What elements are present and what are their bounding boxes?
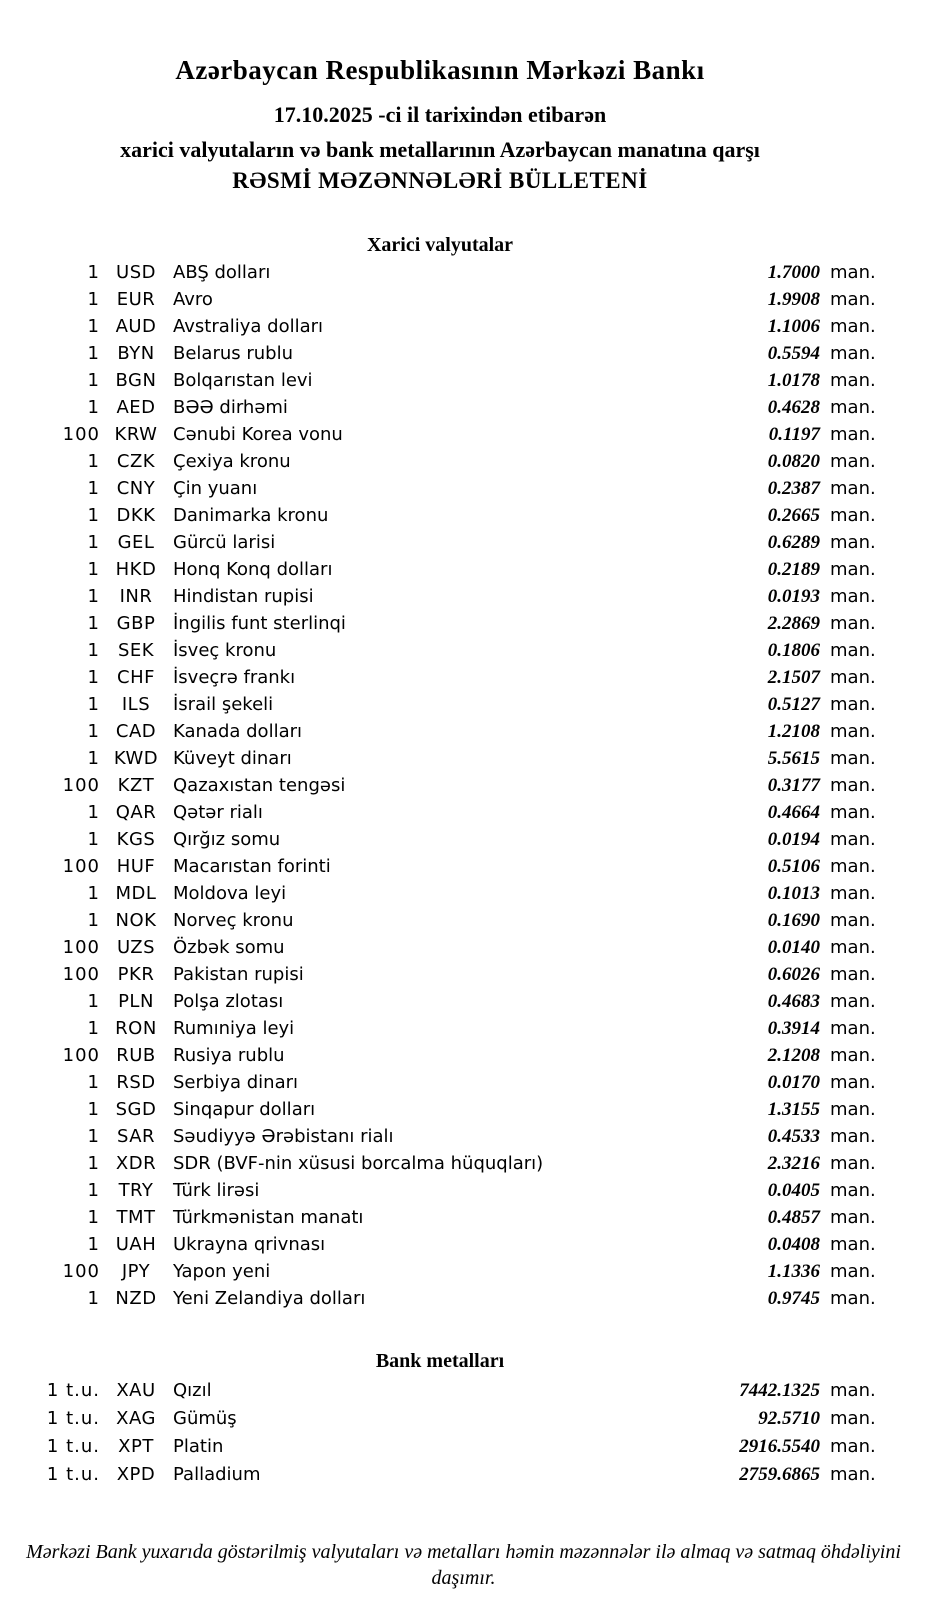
rate-value: 0.4683 [767,991,820,1012]
currency-code: RON [115,1018,157,1039]
unit-label: man. [830,289,876,310]
unit-label: man. [830,505,876,526]
unit-label: man. [830,856,876,877]
table-row [0,799,880,826]
rate-value: 0.0140 [767,937,820,958]
unit-label: man. [830,1153,876,1174]
table-row [0,475,880,502]
currency-code: UZS [116,937,156,958]
rate-value: 5.5615 [767,748,820,769]
nominal-value: 1 [87,289,100,310]
nominal-value: 100 [62,775,100,796]
unit-label: man. [830,694,876,715]
table-row [0,259,880,286]
currency-code: XPD [116,1464,156,1485]
currency-name: Avstraliya dolları [173,316,324,337]
rate-value: 0.1197 [768,424,820,445]
currency-code: CHF [117,667,155,688]
unit-label: man. [830,1261,876,1282]
rate-value: 0.9745 [767,1288,820,1309]
table-row [0,583,880,610]
rate-value: 0.0405 [767,1180,820,1201]
unit-label: man. [830,478,876,499]
unit-label: man. [830,559,876,580]
currency-code: BGN [115,370,157,391]
currency-name: Pakistan rupisi [173,964,304,985]
rate-value: 1.3155 [767,1099,820,1120]
unit-label: man. [830,613,876,634]
rate-value: 0.2665 [767,505,820,526]
nominal-value: 1 [87,1288,100,1309]
table-row [0,286,880,313]
currency-code: EUR [116,289,156,310]
rate-value: 2.1208 [767,1045,820,1066]
table-row [0,529,880,556]
currency-code: CNY [116,478,156,499]
currency-name: Qırğız somu [173,829,281,850]
unit-label: man. [830,1288,876,1309]
table-row [0,1461,880,1489]
table-row [0,394,880,421]
nominal-value: 1 [87,343,100,364]
currency-name: Polşa zlotası [173,991,284,1012]
rate-value: 1.9908 [767,289,820,310]
rate-value: 0.0170 [767,1072,820,1093]
currency-code: ILS [121,694,151,715]
unit-label: man. [830,451,876,472]
unit-label: man. [830,1099,876,1120]
nominal-value: 1 [87,991,100,1012]
rate-value: 0.5594 [767,343,820,364]
currency-code: AED [116,397,156,418]
currency-table [0,259,880,1312]
currency-code: PKR [117,964,155,985]
table-row [0,1096,880,1123]
currency-name: Gürcü larisi [173,532,276,553]
nominal-value: 1 [87,802,100,823]
currency-name: İsveçrə frankı [173,667,296,688]
unit-label: man. [830,397,876,418]
rate-value: 0.3177 [767,775,820,796]
currency-name: İngilis funt sterlinqi [173,613,346,634]
currency-name: Danimarka kronu [173,505,329,526]
rate-value: 0.1013 [767,883,820,904]
currency-name: İsrail şekeli [173,694,274,715]
currency-name: Yeni Zelandiya dolları [173,1288,366,1309]
unit-label: man. [830,991,876,1012]
currency-name: Özbək somu [173,937,285,958]
table-row [0,1258,880,1285]
unit-label: man. [830,532,876,553]
table-row [0,1204,880,1231]
currency-code: XPT [118,1436,154,1457]
currency-code: USD [116,262,156,283]
metals-table [0,1377,880,1489]
nominal-value: 1 [87,478,100,499]
rate-value: 0.1806 [767,640,820,661]
nominal-value: 1 [87,451,100,472]
page-title: Azərbaycan Respublikasının Mərkəzi Bankı [175,55,705,85]
currency-name: Çin yuanı [173,478,258,499]
currency-code: UAH [115,1234,157,1255]
nominal-value: 1 [87,532,100,553]
nominal-value: 100 [62,856,100,877]
unit-label: man. [830,1234,876,1255]
currency-code: NOK [115,910,157,931]
currency-code: SEK [117,640,155,661]
nominal-value: 1 [87,316,100,337]
nominal-value: 1 [87,1153,100,1174]
rate-value: 1.7000 [767,262,820,283]
table-row [0,637,880,664]
nominal-value: 1 [87,667,100,688]
currency-name: Platin [173,1436,224,1457]
currency-code: QAR [115,802,157,823]
currency-name: Türkmənistan manatı [173,1207,364,1228]
table-row [0,1285,880,1312]
footer-note: Mərkəzi Bank yuxarıda göstərilmiş valyutaları və metalları həmin məzənnələr ilə almaq və satmaq öhdəliyini daşımır. [26,1541,901,1589]
unit-label: man. [830,640,876,661]
rate-value: 1.2108 [767,721,820,742]
date-line: 17.10.2025 -ci il tarixindən etibarən [273,102,607,127]
nominal-value: 1 t.u. [46,1408,100,1429]
nominal-value: 1 [87,262,100,283]
unit-label: man. [830,829,876,850]
currency-name: Rusiya rublu [173,1045,285,1066]
rate-value: 0.4628 [767,397,820,418]
table-row [0,1231,880,1258]
currency-name: Sinqapur dolları [173,1099,316,1120]
currency-name: Qızıl [173,1380,212,1401]
currency-code: KRW [114,424,158,445]
currency-name: Honq Konq dolları [173,559,333,580]
currency-name: Macarıstan forinti [173,856,331,877]
table-row [0,448,880,475]
table-row [0,988,880,1015]
rate-value: 0.4857 [767,1207,820,1228]
table-row [0,664,880,691]
currency-name: Palladium [173,1464,261,1485]
currency-name: Rumıniya leyi [173,1018,295,1039]
rate-value: 0.5127 [767,694,820,715]
unit-label: man. [830,775,876,796]
rate-value: 1.1336 [767,1261,820,1282]
unit-label: man. [830,937,876,958]
table-row [0,610,880,637]
unit-label: man. [830,586,876,607]
nominal-value: 1 [87,1018,100,1039]
subject-line: xarici valyutaların və bank metallarının Azərbaycan manatına qarşı [120,137,760,162]
table-row [0,1015,880,1042]
table-row [0,313,880,340]
unit-label: man. [830,370,876,391]
currency-code: CZK [116,451,156,472]
unit-label: man. [830,802,876,823]
table-row [0,340,880,367]
unit-label: man. [830,667,876,688]
rate-value: 2.1507 [767,667,820,688]
rate-value: 0.0193 [767,586,820,607]
currency-name: Türk lirəsi [173,1180,260,1201]
section-title-metals: Bank metalları [375,1350,505,1372]
currency-code: TMT [116,1207,156,1228]
table-row [0,934,880,961]
nominal-value: 100 [62,1045,100,1066]
nominal-value: 1 t.u. [46,1464,100,1485]
table-row [0,556,880,583]
unit-label: man. [830,316,876,337]
table-row [0,1377,880,1405]
unit-label: man. [830,262,876,283]
currency-name: Qazaxıstan tengəsi [173,775,346,796]
rate-value: 0.3914 [767,1018,820,1039]
rate-value: 0.6289 [767,532,820,553]
rate-value: 0.5106 [767,856,820,877]
nominal-value: 1 [87,1207,100,1228]
unit-label: man. [830,1408,876,1429]
table-row [0,745,880,772]
currency-name: İsveç kronu [173,640,277,661]
nominal-value: 1 [87,397,100,418]
rate-value: 2916.5540 [739,1436,820,1457]
nominal-value: 1 [87,505,100,526]
nominal-value: 1 t.u. [46,1436,100,1457]
table-row [0,1405,880,1433]
table-row [0,1433,880,1461]
currency-code: KGS [116,829,156,850]
currency-name: Hindistan rupisi [173,586,314,607]
nominal-value: 100 [62,937,100,958]
currency-code: KWD [113,748,159,769]
currency-name: SDR (BVF-nin xüsusi borcalma hüquqları) [173,1153,544,1174]
unit-label: man. [830,1072,876,1093]
table-row [0,853,880,880]
currency-name: Gümüş [173,1408,237,1429]
table-row [0,907,880,934]
currency-code: SGD [115,1099,157,1120]
currency-name: Belarus rublu [173,343,294,364]
currency-code: RSD [116,1072,156,1093]
currency-code: BYN [117,343,155,364]
currency-name: Moldova leyi [173,883,287,904]
unit-label: man. [830,1126,876,1147]
rate-value: 1.1006 [767,316,820,337]
nominal-value: 1 [87,586,100,607]
currency-code: JPY [121,1261,151,1282]
rate-value: 92.5710 [758,1408,820,1429]
rate-value: 0.4664 [767,802,820,823]
currency-code: XDR [115,1153,157,1174]
rate-value: 0.0820 [767,451,820,472]
unit-label: man. [830,1207,876,1228]
page-header [0,54,880,194]
section-title-currencies: Xarici valyutalar [366,234,514,256]
unit-label: man. [830,1436,876,1457]
currency-name: Səudiyyə Ərəbistanı rialı [173,1126,394,1147]
unit-label: man. [830,883,876,904]
table-row [0,880,880,907]
rate-value: 0.1690 [767,910,820,931]
rate-value: 0.6026 [767,964,820,985]
table-row [0,718,880,745]
table-row [0,1069,880,1096]
table-row [0,1123,880,1150]
currency-code: NZD [115,1288,157,1309]
table-row [0,1150,880,1177]
nominal-value: 1 [87,370,100,391]
currency-name: Yapon yeni [173,1261,271,1282]
currency-name: Ukrayna qrivnası [173,1234,326,1255]
currency-name: Kanada dolları [173,721,303,742]
rate-value: 2.3216 [767,1153,820,1174]
nominal-value: 1 [87,1072,100,1093]
currency-name: Bolqarıstan levi [173,370,313,391]
currency-name: Avro [173,289,213,310]
currency-code: KZT [117,775,155,796]
unit-label: man. [830,1464,876,1485]
currency-code: AUD [115,316,157,337]
unit-label: man. [830,343,876,364]
table-row [0,772,880,799]
currency-name: ABŞ dolları [173,262,271,283]
currency-name: Serbiya dinarı [173,1072,298,1093]
nominal-value: 1 [87,559,100,580]
rate-value: 0.0194 [767,829,820,850]
unit-label: man. [830,721,876,742]
unit-label: man. [830,748,876,769]
currency-code: HUF [116,856,156,877]
nominal-value: 100 [62,1261,100,1282]
table-row [0,421,880,448]
currency-code: MDL [115,883,157,904]
nominal-value: 1 [87,829,100,850]
currency-code: CAD [115,721,157,742]
unit-label: man. [830,1018,876,1039]
nominal-value: 1 [87,748,100,769]
currency-code: HKD [115,559,157,580]
nominal-value: 1 [87,1180,100,1201]
nominal-value: 1 [87,1234,100,1255]
rate-value: 0.2387 [767,478,820,499]
currency-code: GEL [117,532,155,553]
unit-label: man. [830,964,876,985]
currency-name: Küveyt dinarı [173,748,292,769]
nominal-value: 1 [87,721,100,742]
currency-code: GBP [116,613,156,634]
currency-code: INR [119,586,153,607]
unit-label: man. [830,1180,876,1201]
nominal-value: 1 [87,1126,100,1147]
currency-name: Qətər rialı [173,802,263,823]
currency-name: BƏƏ dirhəmi [173,397,288,418]
table-row [0,367,880,394]
currency-code: XAG [116,1408,156,1429]
currency-code: PLN [118,991,154,1012]
rate-value: 0.4533 [767,1126,820,1147]
nominal-value: 100 [62,424,100,445]
currency-code: TRY [118,1180,154,1201]
table-row [0,961,880,988]
currency-code: SAR [116,1126,156,1147]
rate-value: 7442.1325 [739,1380,820,1401]
rate-value: 0.2189 [767,559,820,580]
rate-value: 0.0408 [767,1234,820,1255]
unit-label: man. [830,1380,876,1401]
rate-value: 2759.6865 [739,1464,820,1485]
table-row [0,1177,880,1204]
nominal-value: 1 [87,613,100,634]
nominal-value: 1 [87,883,100,904]
table-row [0,691,880,718]
nominal-value: 1 [87,640,100,661]
currency-name: Norveç kronu [173,910,294,931]
currency-code: XAU [116,1380,156,1401]
nominal-value: 1 t.u. [46,1380,100,1401]
table-row [0,502,880,529]
currency-code: DKK [116,505,156,526]
table-row [0,1042,880,1069]
bulletin-title: RƏSMİ MƏZƏNNƏLƏRİ BÜLLETENİ [232,168,648,193]
rate-value: 1.0178 [767,370,820,391]
nominal-value: 1 [87,694,100,715]
currency-code: RUB [116,1045,156,1066]
unit-label: man. [830,1045,876,1066]
unit-label: man. [830,424,876,445]
currency-name: Çexiya kronu [173,451,291,472]
rate-value: 2.2869 [767,613,820,634]
nominal-value: 1 [87,1099,100,1120]
nominal-value: 100 [62,964,100,985]
unit-label: man. [830,910,876,931]
nominal-value: 1 [87,910,100,931]
table-row [0,826,880,853]
currency-name: Cənubi Korea vonu [173,424,343,445]
